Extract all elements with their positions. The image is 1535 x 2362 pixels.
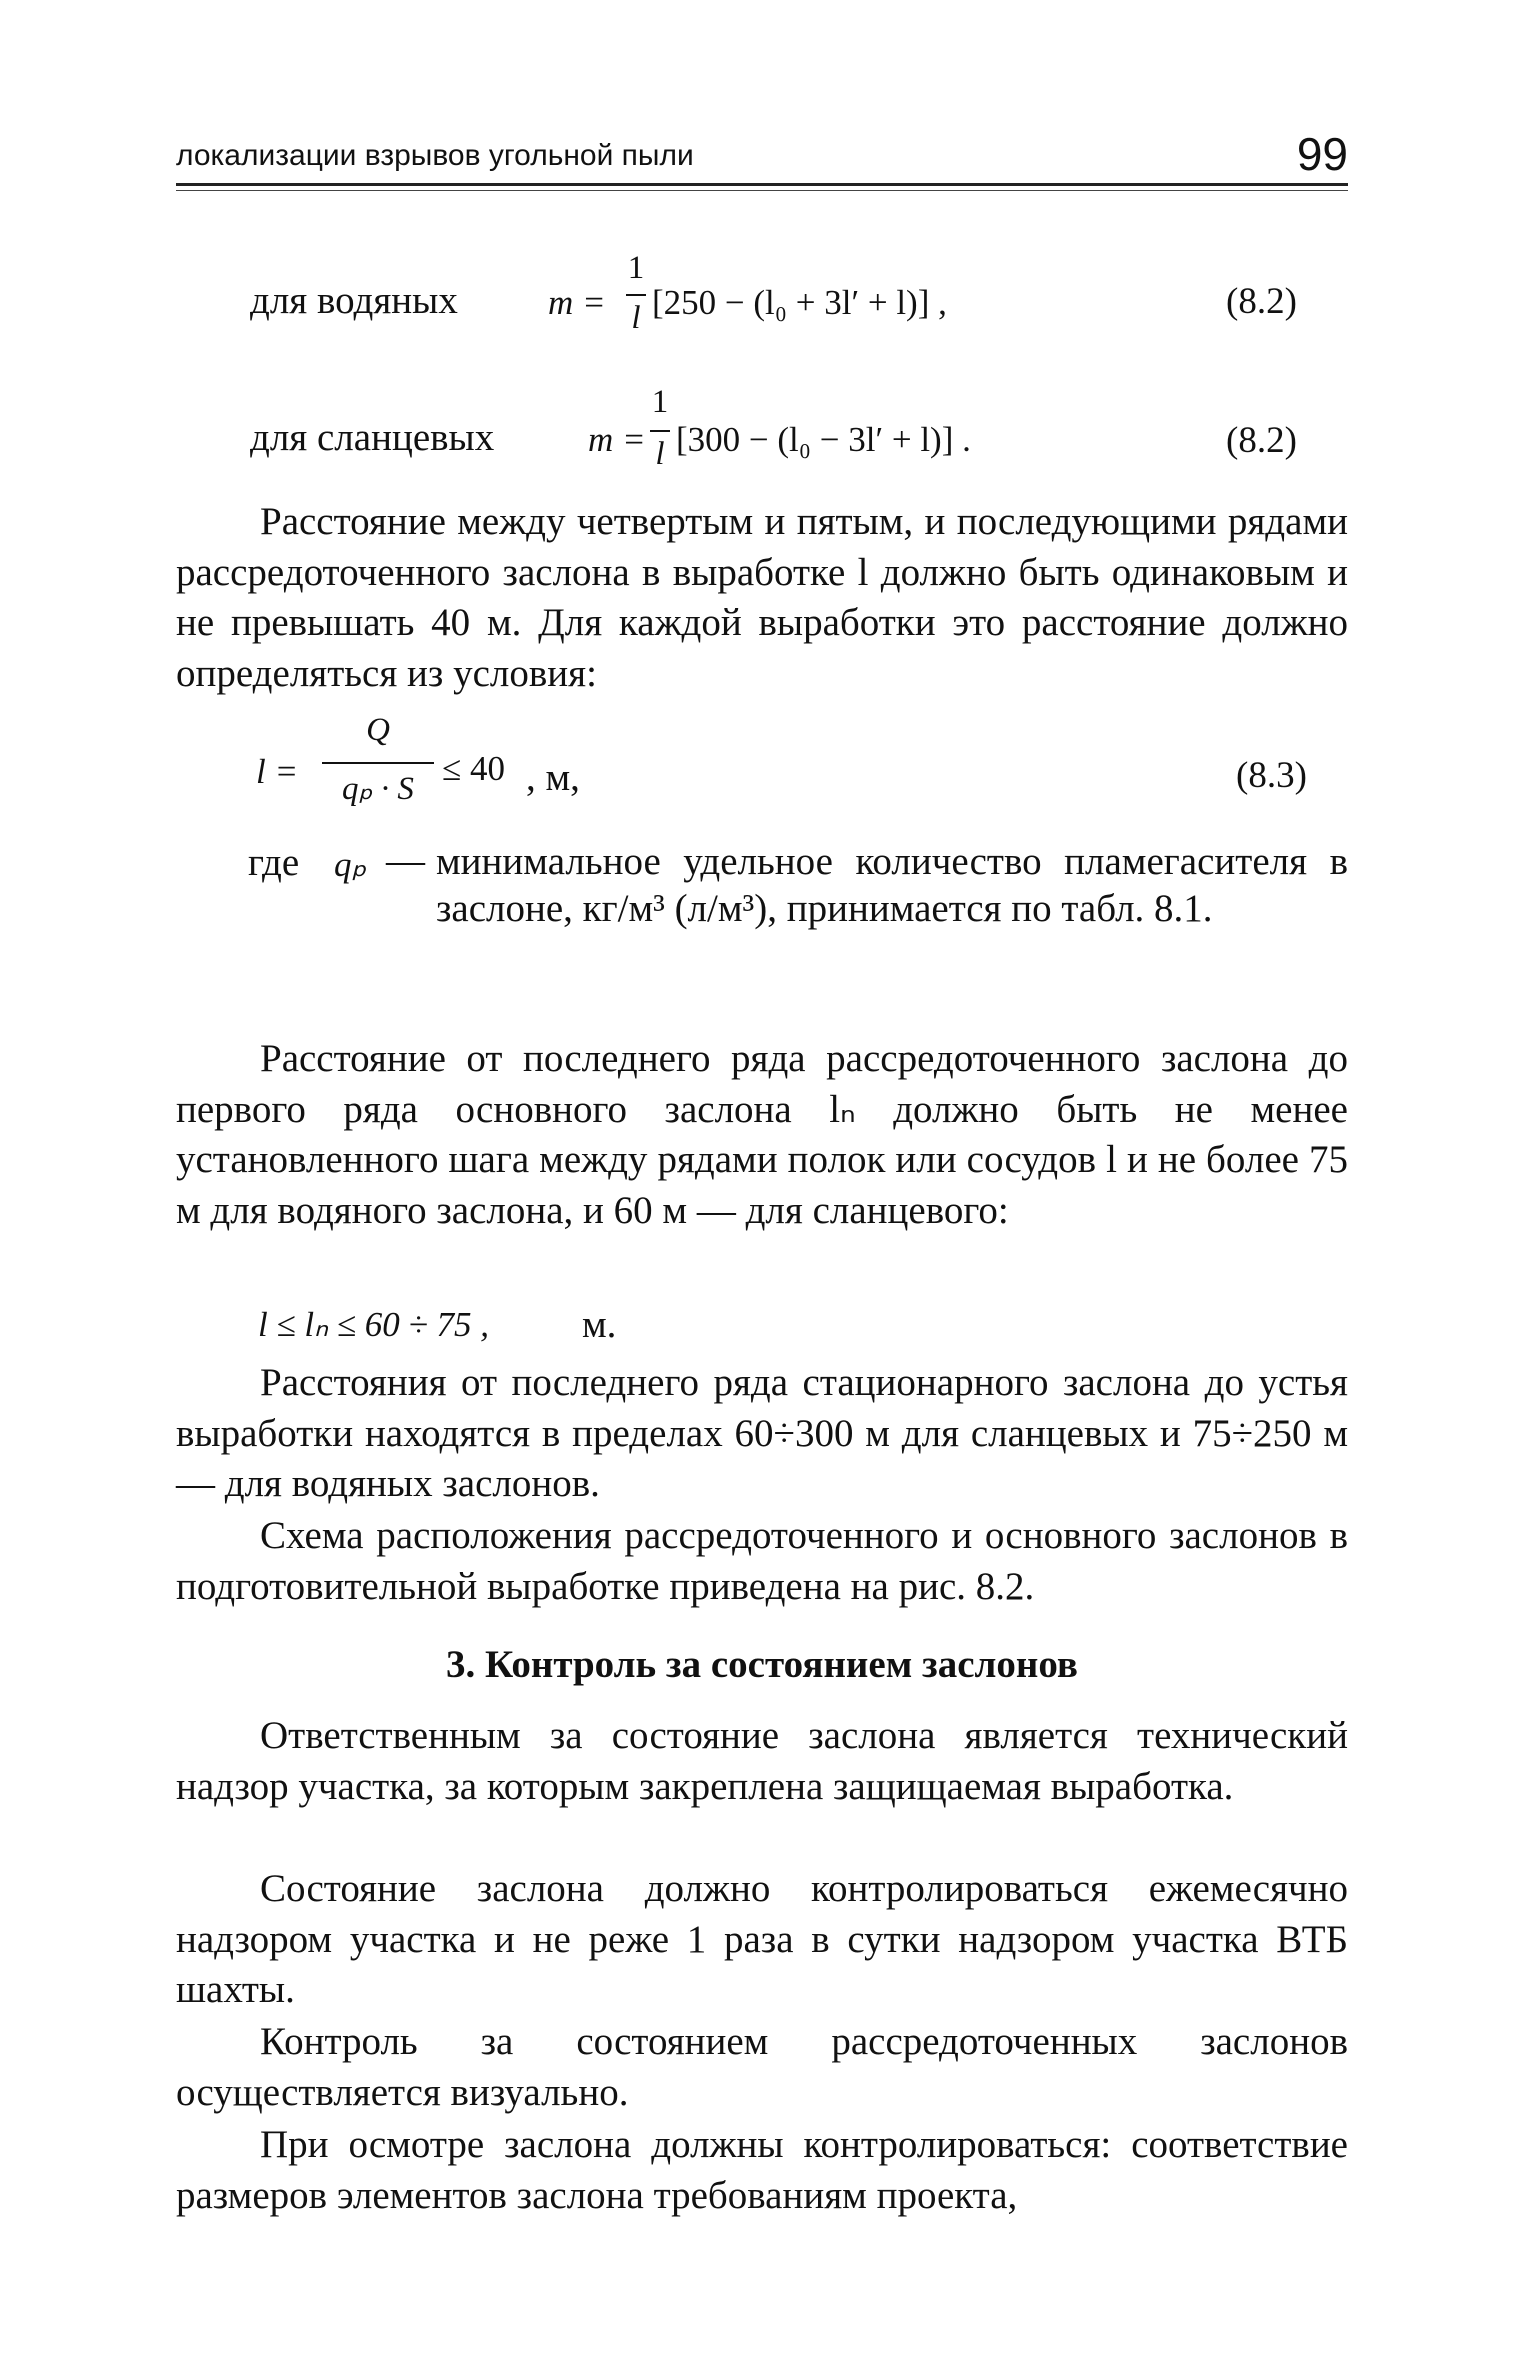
formula-shale-number: (8.2) — [1226, 420, 1297, 461]
paragraph-7: Контроль за состоянием рассредоточенных заслонов осуществляется визуально. — [176, 2020, 1348, 2114]
paragraph-3: Расстояния от последнего ряда стационарного заслона до устья выработки находятся в пределах 60÷300 м для сланцевых и 75÷250 м — для водяных заслонов. — [176, 1361, 1348, 1505]
header-rule-thin — [176, 190, 1348, 191]
formula-shale-denominator: l — [655, 436, 665, 472]
formula-shale-label: для сланцевых — [250, 416, 495, 459]
paragraph-2: Расстояние от последнего ряда рассредоточенного заслона до первого ряда основного заслона lₙ должно быть не менее установленного шага между рядами полок или сосудов l и не более 75 м для водяного заслона, и 60 м — для сланцевого: — [176, 1037, 1348, 1232]
where-definition: минимальное удельное количество пламегасителя в заслоне, кг/м³ (л/м³), принимается по табл. 8.1. — [436, 840, 1348, 930]
formula-inequality-unit: м. — [582, 1303, 617, 1346]
formula-water-lhs: m = — [548, 283, 606, 322]
formula-shale-fraction-bar — [650, 430, 670, 432]
formula-distance-rhs: ≤ 40 — [442, 749, 505, 788]
paragraph-1: Расстояние между четвертым и пятым, и последующими рядами рассредоточенного заслона в выработке l должно быть одинаковым и не превышать 40 м. Для каждой выработки это расстояние должно определяться из условия: — [176, 500, 1348, 695]
formula-water-denominator: l — [631, 300, 641, 336]
where-symbol: qₚ — [334, 845, 367, 884]
formula-shale-numerator: 1 — [651, 384, 669, 420]
formula-distance-numerator: Q — [366, 712, 390, 748]
formula-distance-number: (8.3) — [1236, 755, 1307, 796]
formula-distance-denominator: qₚ · S — [342, 771, 414, 807]
section-heading: 3. Контроль за состоянием заслонов — [446, 1643, 1078, 1686]
paragraph-4: Схема расположения рассредоточенного и основного заслонов в подготовительной выработке приведена на рис. 8.2. — [176, 1514, 1348, 1608]
paragraph-8: При осмотре заслона должны контролироваться: соответствие размеров элементов заслона требованиям проекта, — [176, 2123, 1348, 2217]
formula-water-number: (8.2) — [1226, 281, 1297, 322]
paragraph-5: Ответственным за состояние заслона является технический надзор участка, за которым закреплена защищаемая выработка. — [176, 1714, 1348, 1808]
page-number: 99 — [1296, 128, 1348, 180]
where-dash: — — [386, 839, 425, 882]
formula-distance-lhs: l = — [256, 752, 299, 791]
formula-inequality-expr: l ≤ lₙ ≤ 60 ÷ 75 , — [258, 1305, 490, 1344]
formula-distance-unit: , м, — [526, 756, 580, 799]
formula-shale-lhs: m = — [588, 420, 646, 459]
formula-water-label: для водяных — [250, 279, 458, 322]
formula-shale-body: [300 − (l₀ − 3l′ + l)] . — [676, 420, 971, 459]
header-title: локализации взрывов угольной пыли — [176, 139, 694, 172]
formula-water-numerator: 1 — [627, 250, 645, 286]
formula-water-body: [250 − (l₀ + 3l′ + l)] , — [652, 283, 947, 322]
paragraph-6: Состояние заслона должно контролироваться ежемесячно надзором участка и не реже 1 раза в сутки надзором участка ВТБ шахты. — [176, 1867, 1348, 2011]
formula-water-fraction-bar — [626, 294, 646, 296]
where-label: где — [248, 841, 300, 884]
running-header — [176, 128, 1348, 180]
formula-distance-fraction-bar — [322, 762, 434, 764]
header-rule — [176, 183, 1348, 186]
